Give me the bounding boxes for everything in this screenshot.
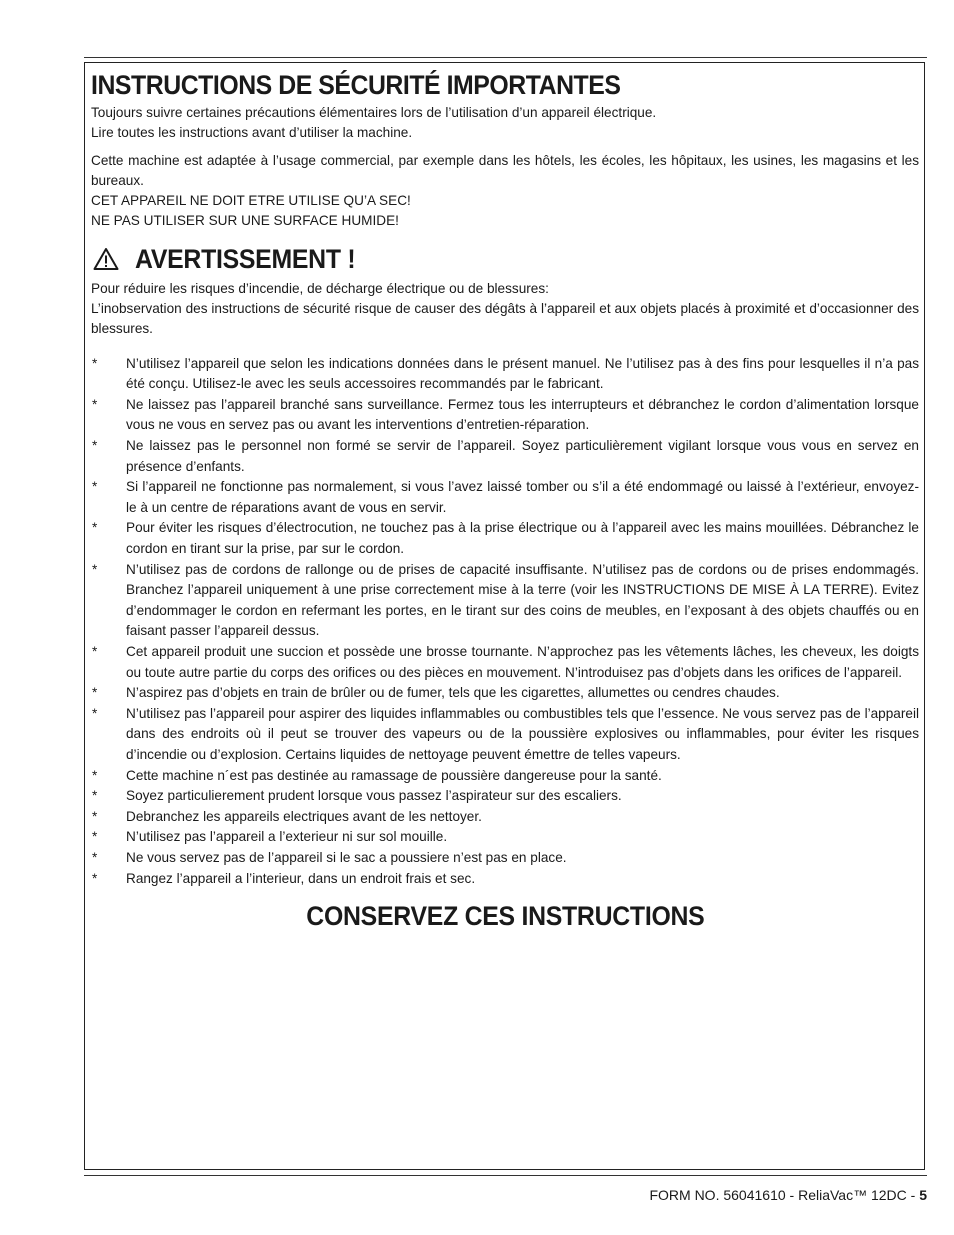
safety-bullet: [91, 395, 919, 436]
bullet-marker: *: [92, 849, 98, 865]
intro-line-2: Lire toutes les instructions avant d’utiliser la machine.: [91, 125, 413, 141]
bullet-text: Pour éviter les risques d’électrocution, ne touchez pas à la prise électrique ou à l’appareil avec les mains mouillées. Débranchez le cordon en tirant sur la prise, par sur le cordon.: [126, 520, 919, 557]
usage-line-2: CET APPAREIL NE DOIT ETRE UTILISE QU’A SEC!: [91, 193, 411, 209]
safety-bullet-list: [91, 354, 919, 889]
safety-bullet: [91, 848, 919, 869]
safety-bullet: [91, 560, 919, 642]
bullet-text: Ne vous servez pas de l’appareil si le sac a poussiere n’est pas en place.: [126, 849, 567, 865]
safety-bullet: [91, 869, 919, 890]
bullet-marker: *: [92, 829, 98, 845]
bullet-text: N’utilisez pas de cordons de rallonge ou de prises de capacité insuffisante. N’utilisez pas de cordons ou de prises endommagés. Branchez l’appareil uniquement à une prise correctement mise à la terre (voir les INSTRUCTIONS DE MISE À LA TERRE). Evitez d’endommager le cordon en refermant les portes, en le tirant sur des coins de meubles, en l’exposant à des objets chauffés ou en faisant passer l’appareil dessus.: [126, 561, 919, 639]
safety-bullet: [91, 786, 919, 807]
safety-bullet: [91, 436, 919, 477]
safety-bullet: [91, 827, 919, 848]
safety-bullet: [91, 354, 919, 395]
bullet-marker: *: [92, 561, 98, 577]
safety-bullet: [91, 766, 919, 787]
safety-bullet: [91, 477, 919, 518]
bullet-text: Ne laissez pas le personnel non formé se servir de l’appareil. Soyez particulièrement vigilant lorsque vous vous en servez en présence d’enfants.: [126, 438, 919, 474]
bullet-marker: *: [92, 479, 98, 495]
bullet-text: Cet appareil produit une succion et possède une brosse tournante. N’approchez pas les vêtements lâches, les cheveux, les doigts ou toute autre partie du corps des orifices ou des pièces en mouvement. N’introduisez pas d’objets dans les orifices de l’appareil.: [126, 643, 919, 680]
bottom-rule: [84, 1175, 927, 1176]
bullet-marker: *: [92, 685, 98, 701]
footer-form-number: FORM NO. 56041610 - ReliaVac™ 12DC -: [649, 1187, 920, 1203]
bullet-text: Soyez particulierement prudent lorsque vous passez l’aspirateur sur des escaliers.: [126, 788, 622, 804]
safety-bullet: [91, 683, 919, 704]
bullet-marker: *: [92, 396, 98, 412]
bullet-marker: *: [92, 808, 98, 824]
bullet-text: Si l’appareil ne fonctionne pas normalement, si vous l’avez laissé tomber ou s’il a été endommagé ou laissé à l’extérieur, envoyez-le à un centre de réparations avant de vous en servir.: [126, 479, 919, 515]
page-number: 5: [919, 1187, 927, 1203]
bullet-marker: *: [92, 438, 98, 454]
bullet-marker: *: [92, 788, 98, 804]
safety-bullet: [91, 518, 919, 559]
bullet-text: N’aspirez pas d’objets en train de brûler ou de fumer, tels que les cigarettes, allumettes ou cendres chaudes.: [126, 685, 780, 701]
bullet-marker: *: [92, 705, 98, 721]
bullet-text: Rangez l’appareil a l’interieur, dans un endroit frais et sec.: [126, 870, 476, 886]
page-footer: [649, 1185, 927, 1205]
top-rule: [84, 57, 927, 58]
usage-line-1: Cette machine est adaptée à l’usage commercial, par exemple dans les hôtels, les écoles, les hôpitaux, les usines, les magasins et les bureaux.: [91, 152, 919, 188]
safety-bullet: [91, 807, 919, 828]
bullet-marker: *: [92, 870, 98, 886]
safety-box: [84, 62, 925, 1170]
closing-heading: CONSERVEZ CES INSTRUCTIONS: [305, 901, 705, 932]
bullet-marker: *: [92, 520, 98, 536]
bullet-marker: *: [92, 767, 98, 783]
warning-line-1: Pour réduire les risques d’incendie, de décharge électrique ou de blessures:: [91, 280, 549, 296]
bullet-text: N’utilisez l’appareil que selon les indications données dans le présent manuel. Ne l’utilisez pas à des fins pour lesquelles il n’a pas été conçu. Utilisez-le avec les seuls accessoires recommandés par le fabricant.: [126, 355, 919, 392]
bullet-marker: *: [92, 643, 98, 659]
usage-line-3: NE PAS UTILISER SUR UNE SURFACE HUMIDE!: [91, 213, 399, 229]
bullet-text: Ne laissez pas l’appareil branché sans surveillance. Fermez tous les interrupteurs et débranchez le cordon d’alimentation lorsque vous ne vous en servez pas ou avant les interventions d’entretien-réparation.: [126, 396, 919, 433]
bullet-text: Cette machine n´est pas destinée au ramassage de poussière dangereuse pour la santé.: [126, 767, 662, 783]
warning-triangle-icon: [93, 247, 119, 271]
safety-bullet: [91, 642, 919, 683]
bullet-text: Debranchez les appareils electriques avant de les nettoyer.: [126, 808, 482, 824]
intro-line-1: Toujours suivre certaines précautions élémentaires lors de l’utilisation d’un appareil électrique.: [91, 105, 657, 120]
warning-line-2: L’inobservation des instructions de sécurité risque de causer des dégâts à l’appareil et aux objets placés à proximité et d’occasionner des blessures.: [91, 301, 919, 337]
warning-title: AVERTISSEMENT !: [135, 243, 356, 274]
safety-content: [91, 67, 919, 935]
bullet-marker: *: [92, 355, 98, 371]
bullet-text: N’utilisez pas l’appareil pour aspirer des liquides inflammables ou combustibles tels que l’essence. Ne vous servez pas de l’appareil dans des endroits où il peut se trouver des vapeurs ou de la poussière explosives ou inflammables, pour éviter les risques d’incendie ou d’explosion. Certains liquides de nettoyage peuvent émettre de telles vapeurs.: [126, 705, 919, 762]
bullet-text: N’utilisez pas l’appareil a l’exterieur ni sur sol mouille.: [126, 829, 448, 845]
warning-heading: [91, 239, 919, 279]
safety-bullet: [91, 704, 919, 766]
page-title: INSTRUCTIONS DE SÉCURITÉ IMPORTANTES: [91, 70, 621, 100]
